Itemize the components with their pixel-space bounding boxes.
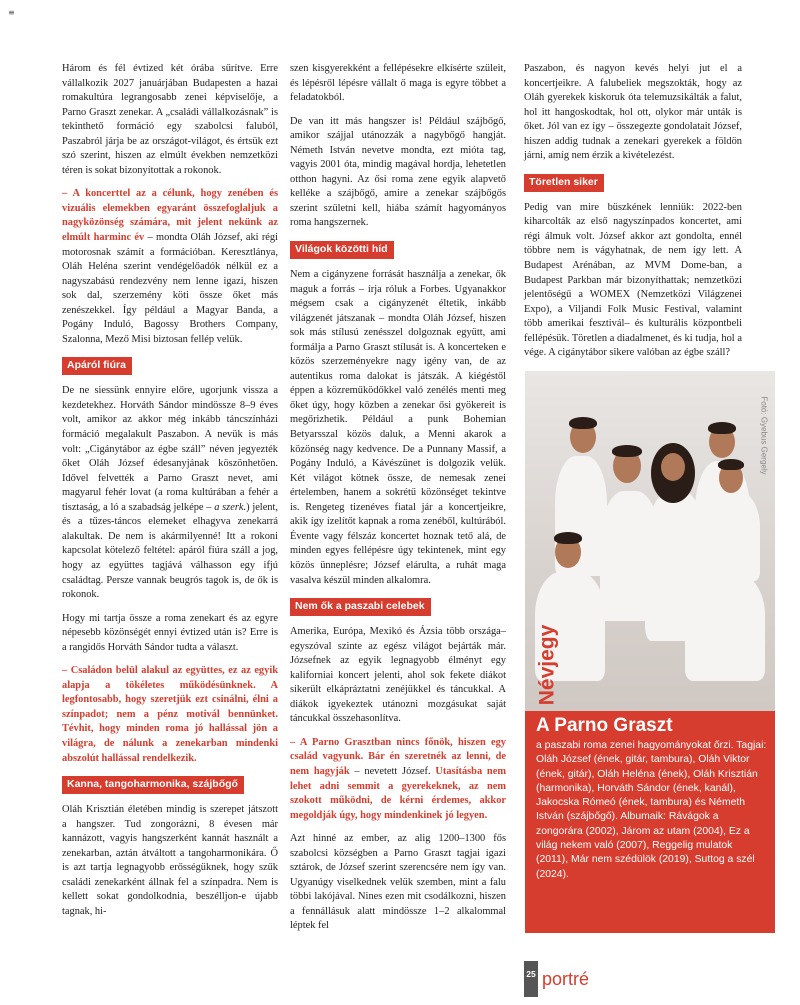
info-box bbox=[525, 711, 775, 933]
section-heading: Töretlen siker bbox=[524, 174, 604, 192]
nevjegy-label-text: Névjegy bbox=[535, 624, 559, 706]
paragraph: De van itt más hangszer is! Például szájbőgő, amikor szájjal utánozzák a nagybőgő hangját. Németh István nevetve mondta, ezt mióta tag, vagyis 2001 óta, mindig magával hordja, lehetetlen otthon hagyni. Az ősi roma zene egyik alapvető kelléke a szájbőgő, amire a zenekar szájbőgős szerint születni kell, hiába számít hagyományos roma hangszernek. bbox=[290, 115, 506, 229]
text-run: a szerk. bbox=[214, 501, 247, 513]
paragraph: Oláh Krisztián életében mindig is szerepet játszott a hangszer. Tud zongorázni, 8 évesen már kannázott, vagyis hangszerként kannát használt a zenekarban, aztán átváltott a tangoharmonikára. Ő is azt tartja legnagyobb erősségüknek, hogy szűk családi zenekarként állnak fel a színpadra. Nem is kellett sokat gondolkodnia, beszélljon-e újabb tagnak, hi- bbox=[62, 804, 278, 917]
band-member-hair bbox=[554, 532, 582, 544]
quote-highlight: Utasításba nem lehet adni semmit a gyerekeknek, az nem szokott működni, de kérni érdemes, akkor megoldják úgy, hogy mindenkinek jó legyen. bbox=[290, 765, 506, 821]
paragraph: Három és fél évtized két órába sűrítve. Erre vállalkozik 2027 januárjában Budapesten a hazai romakultúra legrangosabb zenei képviselője, a Parno Graszt zenekar. A „családi vállalkozásnak” is tekinthető formáció egy szabolcsi faluból, Paszabról járja be az országot-világot, és értsük ezt szó szerint, hiszen az elmúlt években nemzetközi téren is sokat bizonyítottak a rokonok. bbox=[62, 63, 278, 176]
section-name: portré bbox=[542, 968, 590, 989]
paragraph: Nem a cigányzene forrását használja a zenekar, ők maguk a forrás – írja róluk a Forbes. Ugyanakkor mégsem csak a cigányzenét éltetik, inkább világzenét játszanak – mondta Oláh József, hiszen sok más stílusú zenésszel dolgoznak együtt, ami formálja a Parno Graszt stílusát is. A koncerteken e közös szerzeményekre nagy igény van, de az autentikus roma dalokat is játszák. A kiégéstől éppen a közreműködőkkel való zenélés menti meg őket úgy, hogy közben a zenekar ősi gyökereit is megőrizhetik. Például a punk Bohemian Betyarsszal közös daluk, a Menni akarok a közönség nagy kedvence. De a Punnany Massif, a Pogány Induló, a Kávészünet is dolgozik velük. Két világot kötnek össze, de nemesak zenei értelemben, hanem a sokrétű közönséget tekintve is. Rengeteg tizenéves fiatal jár a koncertjeikre, akik így ízelítőt kapnak a roma zenéből, kultúrából. Évente vagy félszáz koncertet hoznak tető alá, de minden egyes fellépésre úgy tekintenek, mint egy közös ünneplésre; József elárulta, a ruhát maga vasalva készül minden alkalomra. bbox=[290, 269, 506, 586]
band-member bbox=[705, 491, 760, 581]
menu-icon: ≡ bbox=[8, 8, 15, 17]
section-heading: Apáról fiúra bbox=[62, 357, 132, 375]
band-member-hair bbox=[708, 422, 736, 434]
paragraph: Paszabon, és nagyon kevés helyi jut el a koncertjeikre. A falubeliek megszokták, hogy az Oláh gyerekek kiskoruk óta telemuzsikálták a falut, hol itt hangoskodtak, hol ott, olykor már unták is őket. Jól van ez így – összegezte gondolatait József, hiszen addig tudnak a zenekari gyerekek a földön járni, amíg nem érzik a kivételezést. bbox=[524, 63, 742, 162]
band-member bbox=[685, 571, 765, 681]
paragraph: Pedig van mire büszkének lenniük: 2022-ben kiharcolták az első nagyszínpados koncertet, ami régi álmuk volt. József akkor azt gondolta, ennél többre nem is vágyhatnak, de nem így lett. A Budapest Arénában, az MVM Dome-ban, a Budapest Parkban már bizonyíthattak; nemzetközi jelentőségű a WOMEX (Nemzetközi Világzenei Expo), a Viljandi Folk Music Festival, valamint több amerikai fesztivál– és kulturális központbeli fellépésük. Töretlen a diadalmenet, és ki tudja, hol a vége. A cigánytábor sikere valóban az égbe száll? bbox=[524, 201, 742, 359]
text-run: – nevetett József. bbox=[349, 765, 436, 777]
section-heading: Nem ők a paszabi celebek bbox=[290, 598, 431, 616]
paragraph: Hogy mi tartja össze a roma zenekart és az egyre népesebb közönségét ennyi évtized után is? Erre is a rangidős Horváth Sándor tudta a választ. bbox=[62, 612, 278, 653]
page-footer bbox=[524, 958, 589, 1000]
quote-highlight: – A koncerttel az a célunk, hogy zenében és vizuális elemekben egyaránt összefoglaljuk a nagyközönség számára, mit jelent nekünk az elmúlt harminc év bbox=[62, 188, 278, 244]
paragraph: szen kisgyerekként a fellépésekre elkísérte szüleit, és lépésről lépésre vállalt ő maga is egyre többet a feladatokból. bbox=[290, 63, 506, 104]
column-2 bbox=[290, 62, 506, 943]
text-run: ) jelent, és a tűzes-táncos elemeket elhagyva zenekarrá alakultak. De nem is akármilyenné! Itt a rokoni kapcsolat kötelező feltétel: apáról fiúra száll a jog, hogy az együttes tagjává válhasson egy ifjú családtag. Persze vannak beugrós tagok is, de ők is rokonok. bbox=[62, 501, 278, 601]
column-1 bbox=[62, 62, 278, 928]
band-member-face bbox=[661, 453, 685, 481]
band-member-hair bbox=[718, 459, 744, 470]
column-3 bbox=[524, 62, 742, 370]
paragraph bbox=[62, 187, 278, 347]
section-heading: Világok közötti híd bbox=[290, 241, 394, 259]
nevjegy-label bbox=[527, 620, 567, 710]
info-box-text: a paszabi roma zenei hagyományokat őrzi. Tagjai: Oláh József (ének, gitár, tambura), Oláh Viktor (ének, gitár), Oláh Heléna (ének), Oláh Krisztián (harmonika), Horváth Sándor (ének, kanál), Jakocska Rómeó (ének, tambura) és Németh István (szájbőgő). Albumaik: Rávágok a zongorára (2002), Járom az utam (2004), Ez a világ nekem való (2007), Reggelig mulatok (2011), Már nem szédülök (2019), Suttog a szél (2024). bbox=[536, 740, 767, 880]
quote-highlight: – Családon belül alakul az együttes, ez az egyik alapja a tökéletes működésünknek. A legfontosabb, hogy szeretjük ezt csinálni, élni a színpadot; nem a pénz motivál bennünket. Tévhit, hogy minden roma jó hallással jön a világra, de nálunk a zenekarban mindenki abszolút hallással rendelkezik. bbox=[62, 665, 278, 764]
paragraph bbox=[290, 736, 506, 823]
paragraph: Azt hinné az ember, az alig 1200–1300 fős szabolcsi községben a Parno Graszt tagjai igazi sztárok, de József szerint szerencsére nem így van. Ugyanúgy viselkednek velük szemben, mint a falu többi lakójával. Nines ezen mit csodálkozni, hiszen a fennállásuk alatt mindössze 1–2 alkalommal léptek fel bbox=[290, 833, 506, 932]
paragraph: Amerika, Európa, Mexikó és Ázsia több országa– egyszóval szinte az egész világot bejárták már. Józsefnek az egyik legnagyobb élményt egy kaliforniai koncert jelenti, ahol sok fekete diákot sikerült elkápráztatni zenéjükkel és táncukkal. A diákok igyekeztek utánozni mozgásukat saját táncukkal összehasonlítva. bbox=[290, 626, 506, 725]
info-box-title: A Parno Graszt bbox=[536, 715, 673, 736]
band-member-hair bbox=[569, 417, 597, 429]
section-heading: Kanna, tangoharmonika, szájbőgő bbox=[62, 776, 244, 794]
quote-highlight: – A Parno Grasztban nincs főnök, hiszen egy család vagyunk. Bár én szeretnék az lenni, de nem hagyják bbox=[290, 736, 506, 777]
band-member-hair bbox=[612, 445, 642, 457]
text-run: – mondta Oláh József, aki régi motorosnak számít a formációban. Keresztlánya, Oláh Heléna szerint vendégelőadók nélkül ez a nagyszabású rendezvény nem lenne igazi, hiszen sok dal, szerzemény köti össze őket más zenészekkel. Így például a Magyar Banda, a Pogány Induló, Bagossy Brothers Company, Szalonna, Mező Misi biztosan fellép velük. bbox=[62, 232, 278, 345]
page-number: 25 bbox=[524, 961, 538, 997]
text-run: De ne siessünk ennyire előre, ugorjunk vissza a kezdetekhez. Horváth Sándor mindössze 8–9 éves volt, amikor az akkor még inkább táncszínházi formáció megalakult Paszabon. A nevük is más volt: „Cigánytábor az égbe száll” néven jegyezték őket Oláh József édesanyjának köszönhetően. Idővel felvették a Parno Graszt nevet, ami magyarul fehér lovat (a roma kultúrában a fehér a tisztaság, a ló a szabadság jelképe – bbox=[62, 385, 278, 513]
photo-credit: Fotó: Gyebus Gergely bbox=[759, 396, 769, 475]
paragraph bbox=[62, 384, 278, 602]
